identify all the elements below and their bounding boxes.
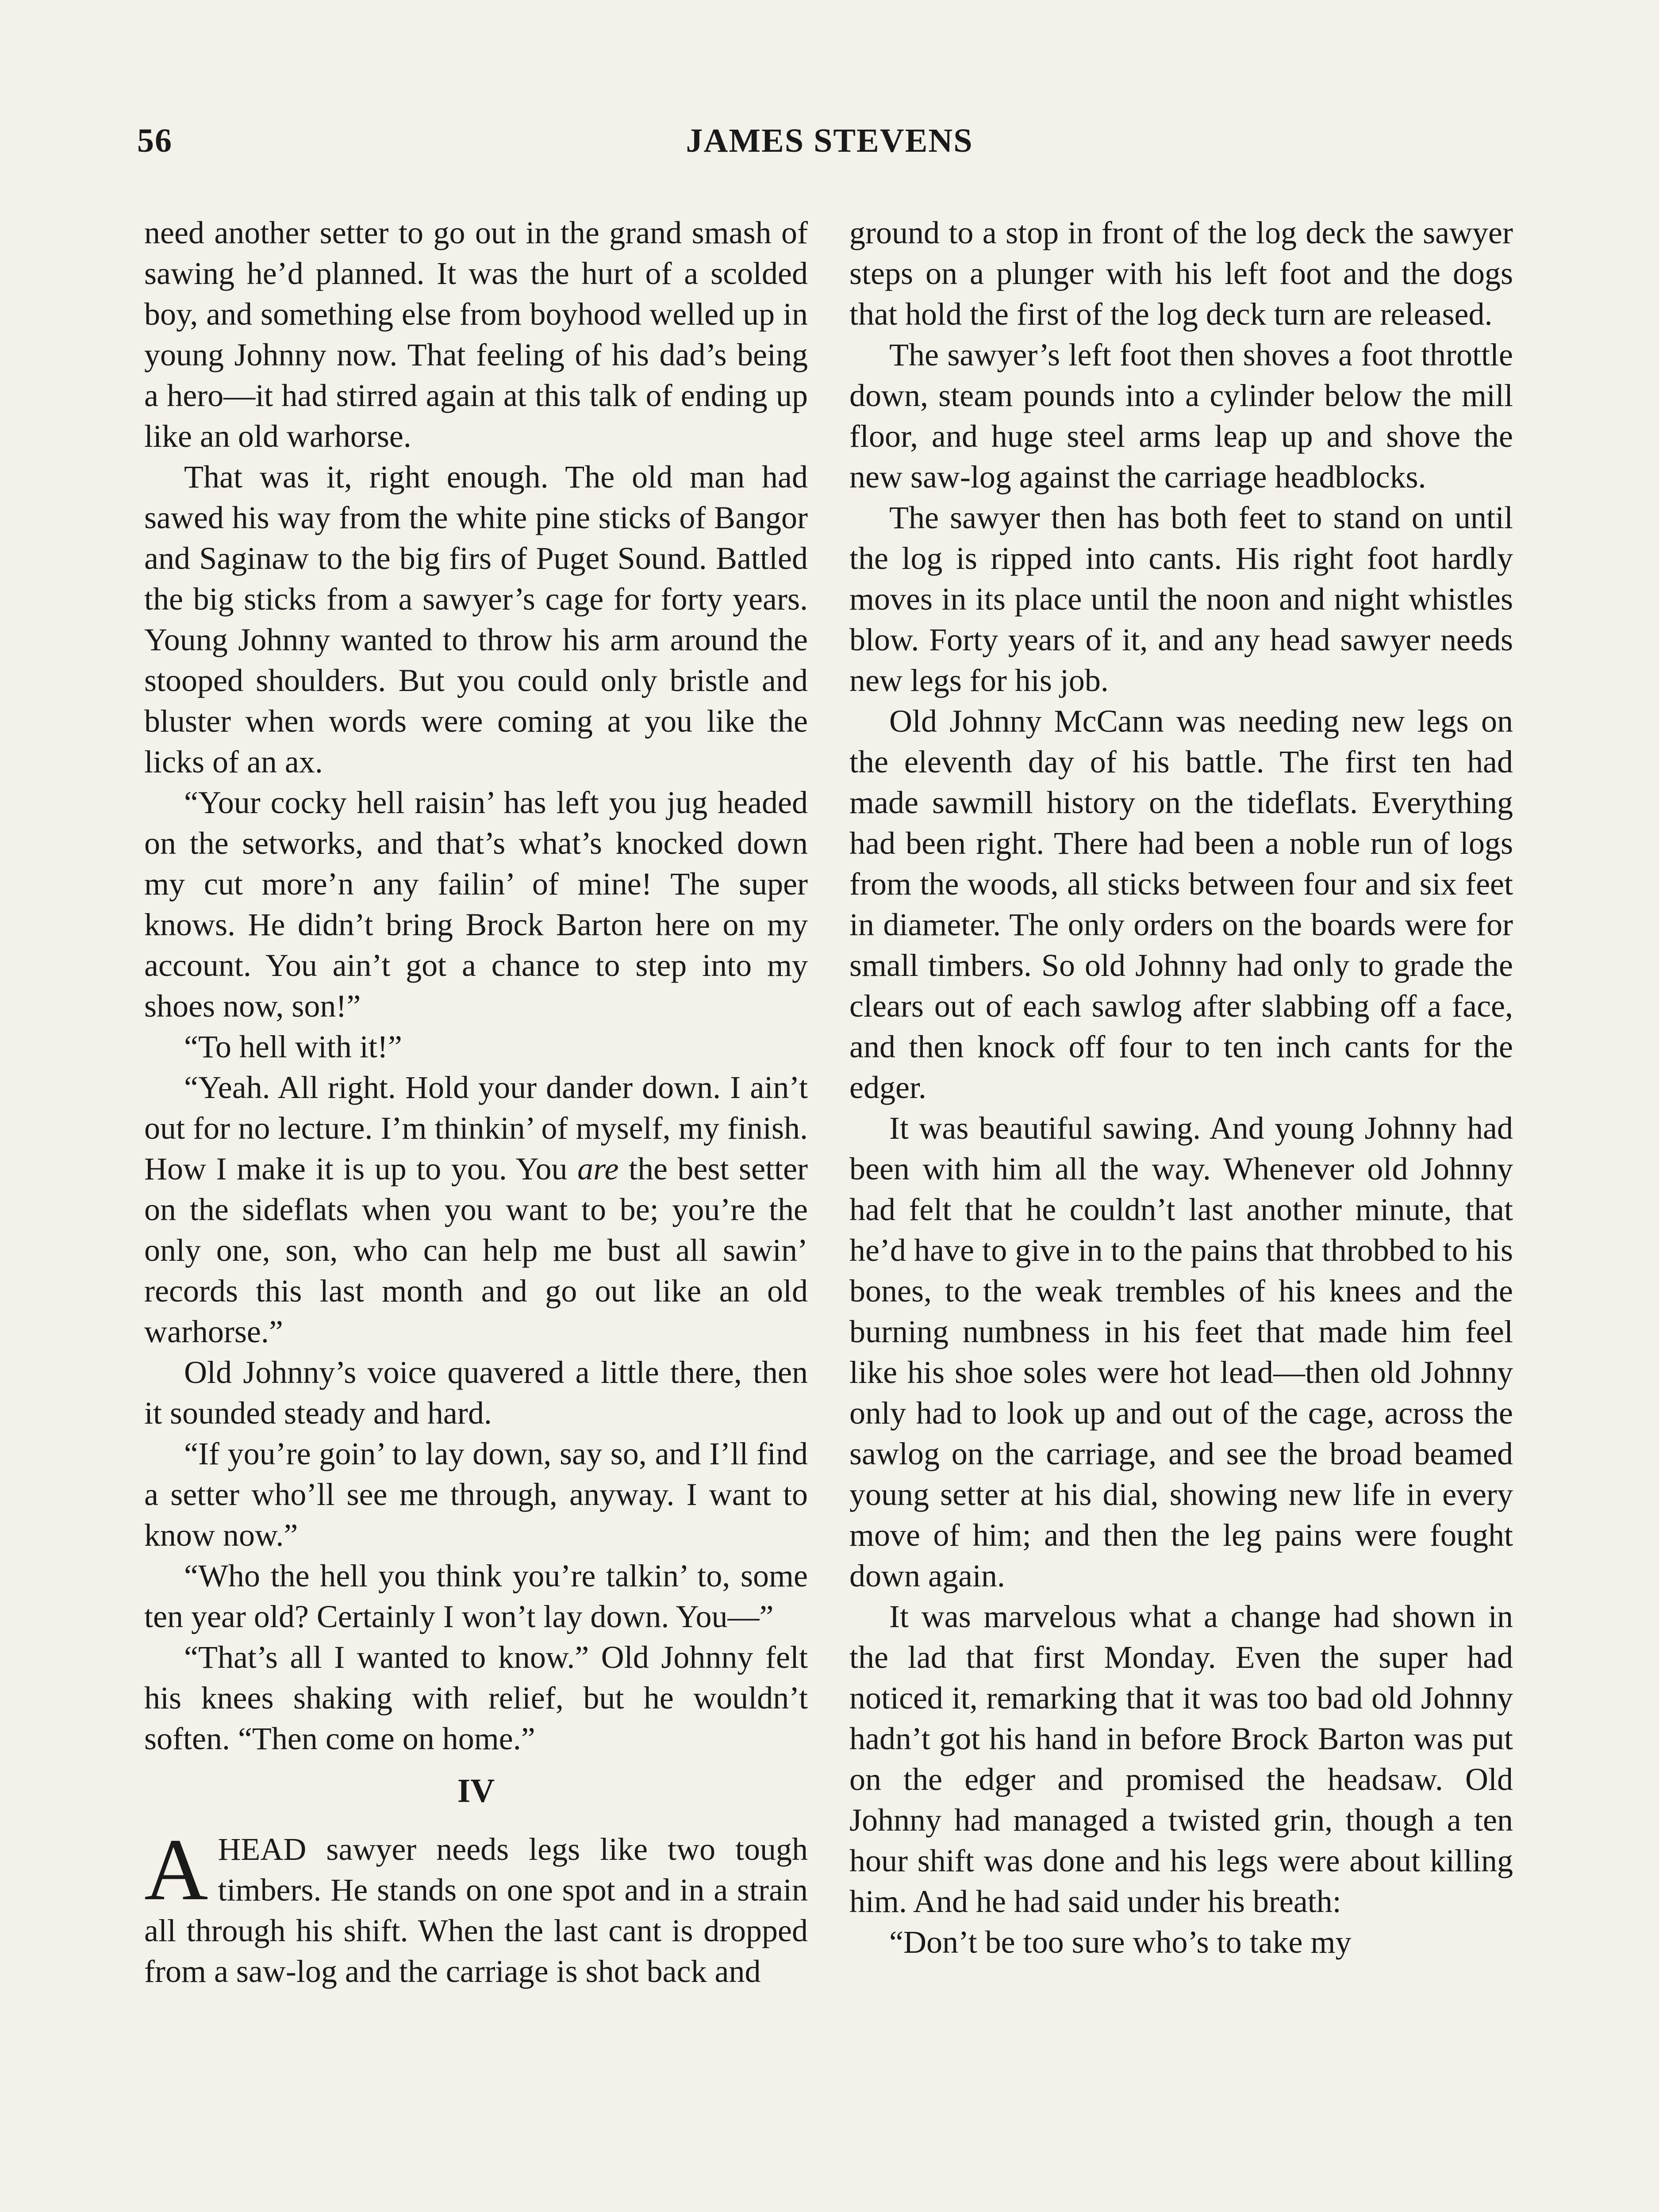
section-heading: IV (457, 1772, 495, 1809)
paragraph: ground to a stop in front of the log deck the sawyer steps on a plunger with his left foot and the dogs that hold the first of the log deck turn are released. (849, 215, 1513, 332)
page-number: 56 (137, 122, 173, 159)
paragraph: Old Johnny’s voice quavered a little there, then it sounded steady and hard. (144, 1355, 808, 1431)
emphasis-text: are (577, 1151, 619, 1187)
text-run: HEAD sawyer needs legs like two tough timbers. He stands on one spot and in a strain all through his shift. When the last cant is dropped from a saw-log and the carriage is shot back and (144, 1832, 808, 1989)
drop-cap: A (144, 1821, 208, 1919)
paragraph: Old Johnny McCann was needing new legs on the eleventh day of his battle. The first ten had made sawmill history on the tideflats. Everything had been right. There had been a noble run of logs from the woods, all sticks between four and six feet in diameter. The only orders on the boards were for small timbers. So old Johnny had only to grade the clears out of each sawlog after slabbing off a face, and then knock off four to ten inch cants for the edger. (849, 703, 1513, 1105)
paragraph: “To hell with it!” (184, 1029, 402, 1064)
paragraph: “Don’t be too sure who’s to take my (889, 1924, 1352, 1960)
paragraph: “Who the hell you think you’re talkin’ to, some ten year old? Certainly I won’t lay down. You—” (144, 1558, 808, 1634)
paragraph: “Your cocky hell raisin’ has left you jug headed on the setworks, and that’s what’s knocked down my cut more’n any failin’ of mine! The super knows. He didn’t bring Brock Barton here on my account. You ain’t got a chance to step into my shoes now, son!” (144, 785, 808, 1024)
paragraph: The sawyer’s left foot then shoves a foot throttle down, steam pounds into a cylinder below the mill floor, and huge steel arms leap up and shove the new saw-log against the carriage headblocks. (849, 337, 1513, 495)
paragraph: need another setter to go out in the grand smash of sawing he’d planned. It was the hurt of a scolded boy, and something else from boyhood welled up in young Johnny now. That feeling of his dad’s being a hero—it had stirred again at this talk of ending up like an old warhorse. (144, 215, 808, 454)
text-run: the best setter on the sideflats when you want to be; you’re the only one, son, who can help me bust all sawin’ records this last month and go out like an old warhorse.” (144, 1151, 808, 1349)
paragraph (144, 1821, 808, 1992)
paragraph: “If you’re goin’ to lay down, say so, and I’ll find a setter who’ll see me through, anyway. I want to know now.” (144, 1436, 808, 1553)
text-run: “Yeah. All right. Hold your dander down. I ain’t out for no lecture. I’m thinkin’ of myself, my finish. How I make it is up to you. You (144, 1070, 808, 1187)
running-head (137, 122, 1522, 170)
paragraph (144, 1067, 808, 1352)
left-column (144, 212, 808, 2212)
paragraph: The sawyer then has both feet to stand on until the log is ripped into cants. His right foot hardly moves in its place until the noon and night whistles blow. Forty years of it, and any head sawyer needs new legs for his job. (849, 500, 1513, 698)
paragraph: “That’s all I wanted to know.” Old Johnny felt his knees shaking with relief, but he wouldn’t soften. “Then come on home.” (144, 1640, 808, 1756)
running-head-author: JAMES STEVENS (686, 122, 973, 159)
paragraph: It was beautiful sawing. And young Johnny had been with him all the way. Whenever old Johnny had felt that he couldn’t last another minute, that he’d have to give in to the pains that throbbed to his bones, to the weak trembles of his knees and the burning numbness in his feet that made him feel like his shoe soles were hot lead—then old Johnny only had to look up and out of the cage, across the sawlog on the carriage, and see the broad beamed young setter at his dial, showing new life in every move of him; and then the leg pains were fought down again. (849, 1110, 1513, 1594)
right-column (849, 212, 1513, 2212)
paragraph: It was marvelous what a change had shown in the lad that first Monday. Even the super had noticed it, remarking that it was too bad old Johnny hadn’t got his hand in before Brock Barton was put on the edger and promised the headsaw. Old Johnny had managed a twisted grin, though a ten hour shift was done and his legs were about killing him. And he had said under his breath: (849, 1599, 1513, 1919)
paragraph: That was it, right enough. The old man had sawed his way from the white pine sticks of Bangor and Saginaw to the big firs of Puget Sound. Battled the big sticks from a sawyer’s cage for forty years. Young Johnny wanted to throw his arm around the stooped shoulders. But you could only bristle and bluster when words were coming at you like the licks of an ax. (144, 459, 808, 780)
